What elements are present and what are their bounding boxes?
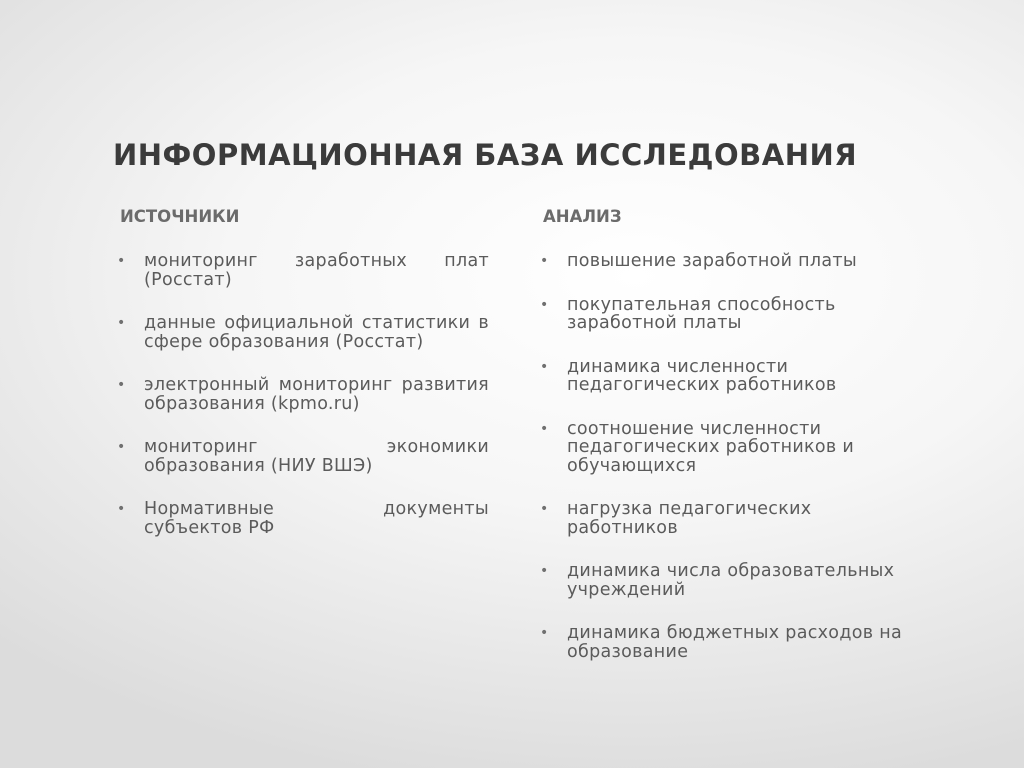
- sources-list: [117, 252, 489, 562]
- sources-list-item: [117, 500, 489, 537]
- analysis-list-item: [540, 562, 920, 599]
- analysis-list-item: [540, 358, 920, 395]
- analysis-list: [540, 252, 920, 686]
- slide-title: ИНФОРМАЦИОННАЯ БАЗА ИССЛЕДОВАНИЯ: [113, 138, 858, 172]
- bullet-icon: •: [540, 253, 549, 269]
- sources-list-item: [117, 376, 489, 413]
- sources-list-item: [117, 252, 489, 289]
- bullet-icon: •: [117, 501, 126, 517]
- bullet-icon: •: [540, 296, 549, 313]
- sources-list-item: [117, 314, 489, 351]
- analysis-list-item: [540, 420, 920, 476]
- bullet-icon: •: [540, 420, 549, 437]
- analysis-item-text: динамика численности педагогических работников: [567, 356, 837, 395]
- sources-heading: ИСТОЧНИКИ: [120, 207, 240, 226]
- analysis-item-text: соотношение численности педагогических работников и обучающихся: [567, 418, 855, 476]
- sources-list-item: [117, 438, 489, 475]
- sources-item-text: данные официальной статистики в сфере образования (Росстат): [144, 313, 489, 352]
- bullet-icon: •: [117, 315, 126, 331]
- bullet-icon: •: [540, 358, 549, 375]
- bullet-icon: •: [117, 253, 126, 269]
- bullet-icon: •: [117, 439, 126, 455]
- sources-item-text: электронный мониторинг развития образования (kpmo.ru): [144, 375, 489, 414]
- bullet-icon: •: [117, 377, 126, 393]
- sources-item-text: мониторинг заработных плат (Росстат): [144, 251, 489, 290]
- analysis-list-item: [540, 296, 920, 333]
- analysis-item-text: повышение заработной платы: [567, 251, 858, 271]
- analysis-list-item: [540, 500, 920, 537]
- analysis-item-text: нагрузка педагогических работников: [567, 499, 812, 538]
- sources-item-text: Нормативные документы субъектов РФ: [144, 499, 489, 538]
- bullet-icon: •: [540, 501, 549, 517]
- analysis-item-text: динамика бюджетных расходов на образование: [567, 623, 902, 662]
- bullet-icon: •: [540, 625, 549, 641]
- sources-item-text: мониторинг экономики образования (НИУ ВШЭ): [144, 437, 489, 476]
- analysis-list-item: [540, 624, 920, 661]
- analysis-item-text: динамика числа образовательных учреждений: [567, 561, 895, 600]
- bullet-icon: •: [540, 563, 549, 579]
- analysis-item-text: покупательная способность заработной платы: [567, 294, 836, 333]
- analysis-heading: АНАЛИЗ: [543, 207, 622, 226]
- analysis-list-item: [540, 252, 920, 271]
